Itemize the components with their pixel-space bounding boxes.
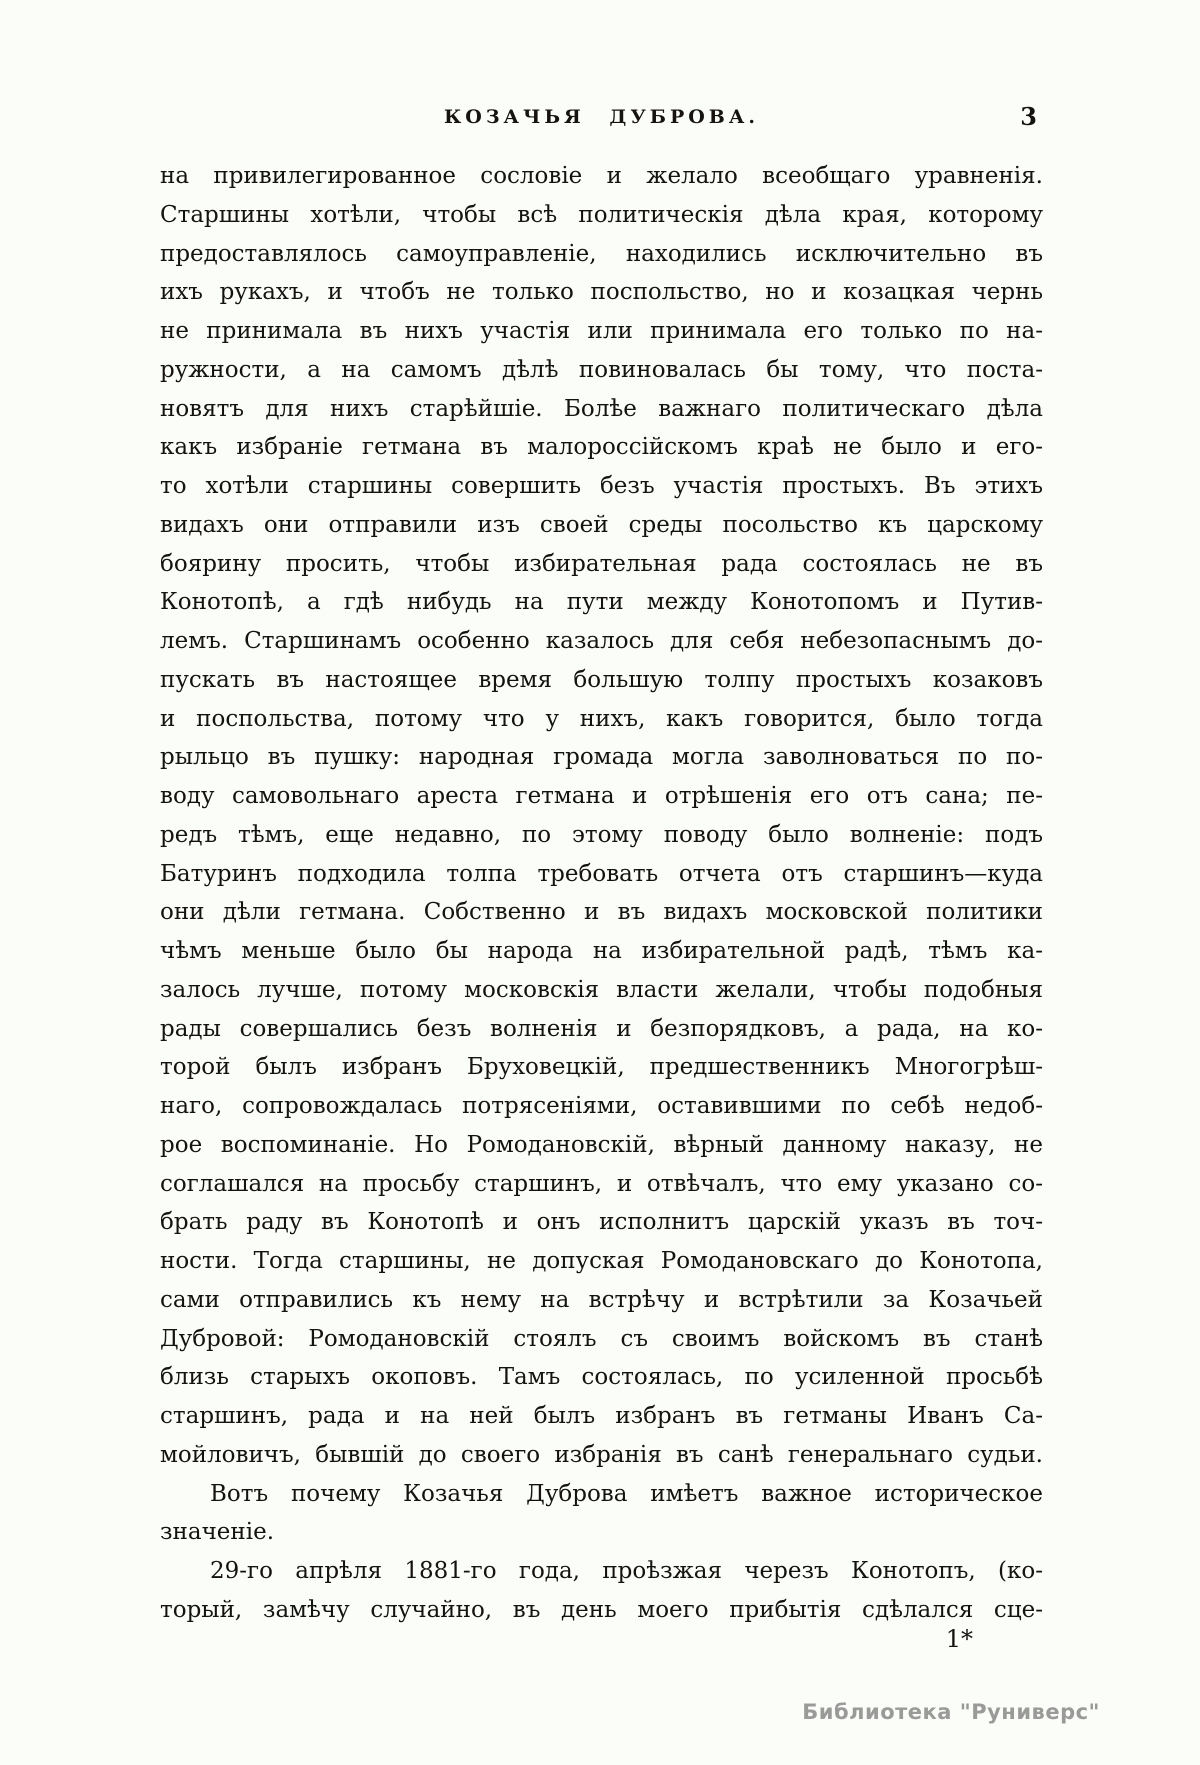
text-line: наго, сопровождалась потрясеніями, оставившими по себѣ недоб-: [160, 1093, 1043, 1119]
text-line: Старшины хотѣли, чтобы всѣ политическія дѣла края, которому: [160, 201, 1043, 228]
text-line: значеніе.: [160, 1519, 275, 1546]
text-line: рое воспоминаніе. Но Ромодановскій, вѣрный данному наказу, не: [160, 1131, 1043, 1158]
text-line: Батуринъ подходила толпа требовать отчета отъ старшинъ—куда: [160, 860, 1043, 887]
text-line: пускать въ настоящее время большую толпу простыхъ козаковъ: [160, 666, 1043, 693]
text-line: и поспольства, потому что у нихъ, какъ говорится, было тогда: [160, 705, 1043, 732]
text-block: [160, 157, 1043, 1630]
text-line: сами отправились къ нему на встрѣчу и встрѣтили за Козачьей: [160, 1286, 1043, 1313]
text-line: какъ избраніе гетмана въ малороссійскомъ краѣ не было и его-: [160, 434, 1043, 461]
text-line: новятъ для нихъ старѣйшіе. Болѣе важнаго политическаго дѣла: [160, 395, 1043, 422]
text-line: чѣмъ меньше было бы народа на избирательной радѣ, тѣмъ ка-: [160, 938, 1043, 964]
text-line: редъ тѣмъ, еще недавно, по этому поводу было волненіе: подъ: [160, 821, 1043, 848]
text-line: залось лучше, потому московскія власти желали, чтобы подобныя: [160, 976, 1043, 1003]
text-line: 29-го апрѣля 1881-го года, проѣзжая черезъ Конотопъ, (ко-: [210, 1558, 1043, 1584]
text-line: боярину просить, чтобы избирательная рада состоялась не въ: [160, 550, 1043, 577]
text-line: Конотопѣ, а гдѣ нибудь на пути между Конотопомъ и Путив-: [160, 589, 1043, 616]
text-line: ружности, а на самомъ дѣлѣ повиновалась бы тому, что поста-: [160, 356, 1043, 383]
page-title: КОЗАЧЬЯ ДУБРОВА.: [444, 106, 759, 128]
text-line: рады совершались безъ волненія и безпорядковъ, а рада, на ко-: [160, 1015, 1043, 1042]
text-line: рыльцо въ пушку: народная громада могла заволноваться по по-: [160, 744, 1043, 771]
signature-mark: 1*: [945, 1625, 973, 1653]
text-line: близь старыхъ окоповъ. Тамъ состоялась, по усиленной просьбѣ: [160, 1364, 1043, 1391]
text-line: торой былъ избранъ Бруховецкій, предшественникъ Многогрѣш-: [160, 1054, 1043, 1081]
text-line: то хотѣли старшины совершить безъ участія простыхъ. Въ этихъ: [160, 473, 1043, 499]
text-line: торый, замѣчу случайно, въ день моего прибытія сдѣлался сце-: [160, 1596, 1043, 1623]
text-line: соглашался на просьбу старшинъ, и отвѣчалъ, что ему указано со-: [160, 1170, 1043, 1197]
text-line: они дѣли гетмана. Собственно и въ видахъ московской политики: [160, 899, 1043, 926]
page-number: 3: [1020, 102, 1037, 131]
running-header: [160, 102, 1043, 131]
text-line: ихъ рукахъ, и чтобъ не только поспольство, но и козацкая чернь: [160, 279, 1043, 306]
text-line: ности. Тогда старшины, не допуская Ромодановскаго до Конотопа,: [160, 1248, 1043, 1274]
text-line: не принимала въ нихъ участія или принимала его только по на-: [160, 318, 1043, 344]
text-line: Вотъ почему Козачья Дуброва имѣетъ важное историческое: [210, 1480, 1043, 1507]
text-line: предоставлялось самоуправленіе, находились исключительно въ: [160, 240, 1043, 267]
library-watermark: Библиотека "Руниверс": [802, 1700, 1100, 1724]
text-line: лемъ. Старшинамъ особенно казалось для себя небезопаснымъ до-: [160, 628, 1043, 654]
text-line: на привилегированное сословіе и желало всеобщаго уравненія.: [160, 163, 1043, 189]
text-line: Дубровой: Ромодановскій стоялъ съ своимъ войскомъ въ станѣ: [160, 1325, 1043, 1352]
text-line: брать раду въ Конотопѣ и онъ исполнитъ царскій указъ въ точ-: [160, 1209, 1043, 1236]
text-line: старшинъ, рада и на ней былъ избранъ въ гетманы Иванъ Са-: [160, 1403, 1043, 1429]
text-line: видахъ они отправили изъ своей среды посольство къ царскому: [160, 511, 1043, 538]
text-line: воду самовольнаго ареста гетмана и отрѣшенія его отъ сана; пе-: [160, 783, 1043, 809]
text-line: мойловичъ, бывшій до своего избранія въ санѣ генеральнаго судьи.: [160, 1441, 1043, 1468]
